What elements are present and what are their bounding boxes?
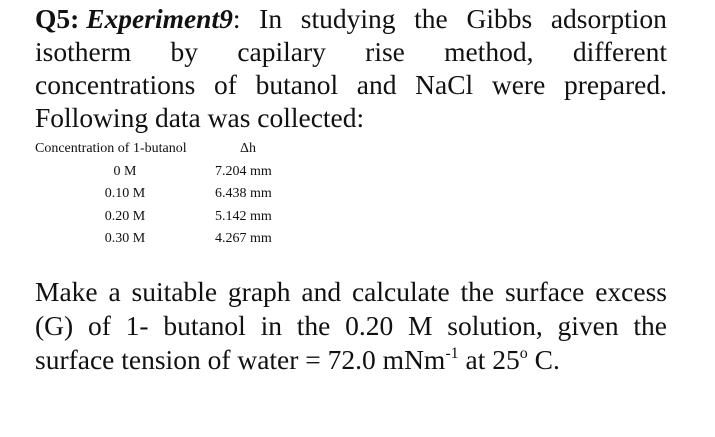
word: In (259, 3, 283, 34)
word: were (491, 69, 546, 100)
word: and (356, 69, 397, 100)
question-label: Q5: (35, 3, 80, 34)
task-line-3-post: C. (527, 344, 560, 375)
task-line-2: (G) of 1- butanol in the 0.20 M solution, given the (35, 310, 667, 341)
word: concentrations (35, 69, 196, 100)
table-row (35, 206, 315, 229)
task-line-3-mid: at 25 (458, 344, 520, 375)
word: NaCl (415, 69, 474, 100)
data-table (35, 138, 315, 251)
word: isotherm (35, 36, 132, 67)
cell-delta-h: 4.267 mm (215, 231, 272, 246)
question-line-3 (35, 68, 667, 101)
table-row (35, 161, 315, 184)
word: of (214, 69, 237, 100)
cell-concentration: 0.10 M (104, 186, 146, 201)
cell-delta-h: 5.142 mm (215, 208, 272, 224)
word: studying (300, 3, 396, 34)
word: the (414, 3, 448, 34)
word: different (572, 36, 667, 67)
question-line-4: Following data was collected: (35, 102, 365, 133)
word: butanol (255, 69, 339, 100)
word: adsorption (550, 3, 667, 34)
table-row (35, 183, 315, 206)
word: Gibbs (466, 3, 533, 34)
table-header (35, 138, 315, 161)
word: prepared. (563, 69, 667, 100)
header-concentration: Concentration of 1-butanol (35, 141, 187, 156)
question-line-2 (35, 35, 667, 68)
task-text (35, 275, 667, 377)
question-heading (35, 2, 241, 35)
cell-concentration: 0.20 M (104, 208, 146, 224)
degree-symbol: o (519, 344, 528, 362)
question-text (35, 2, 667, 134)
task-line-3 (35, 343, 667, 377)
unit-exponent: -1 (445, 344, 459, 362)
word: capilary (237, 36, 326, 67)
cell-concentration: 0.30 M (104, 231, 146, 246)
task-line-1: Make a suitable graph and calculate the surface excess (35, 276, 667, 307)
word: method, (444, 36, 534, 67)
cell-delta-h: 7.204 mm (215, 163, 272, 179)
question-line-1 (35, 2, 667, 35)
word: by (170, 36, 199, 67)
table-row (35, 228, 315, 251)
header-delta-h: Δh (240, 141, 257, 156)
cell-delta-h: 6.438 mm (215, 186, 272, 201)
word: rise (365, 36, 405, 67)
heading-colon: : (232, 3, 241, 34)
cell-concentration: 0 M (113, 163, 137, 179)
task-line-3-pre: surface tension of water = 72.0 mNm (35, 344, 446, 375)
experiment-title: Experiment9 (86, 3, 233, 34)
